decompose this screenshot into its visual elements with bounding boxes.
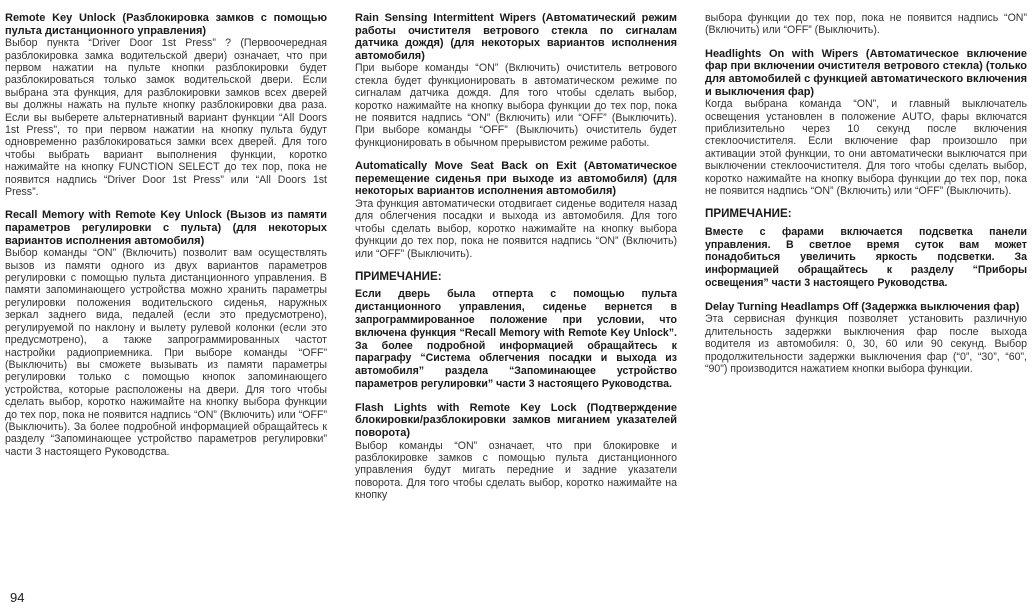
section-body: Выбор пункта “Driver Door 1st Press” ? (Первоочередная разблокировка замка водительской двери) означает, что при первом нажатии на пульте кнопки разблокировки будет разблокироваться только замок водительской двери. Если выбрана эта функция, для разблокировки замков всех дверей вы должны нажать на пульте кнопку разблокировки два раза. Если вы выберете альтернативный вариант функции “All Doors 1st Press”, то при первом нажатии на кнопку пульта будут одновременно разблокироваться замки всех дверей. Для того чтобы выбрать вариант выполнения функции, коротко нажимайте на кнопку FUNCTION SELECT до тех пор, пока не появится надпись “Driver Door 1st Press” или “All Doors 1st Press”.	[5, 37, 327, 199]
section-heading: Headlights On with Wipers (Автоматическое включение фар при включении очистителя ветрового стекла) (только для автомобилей с функцией автоматического включения и выключения фар)	[705, 47, 1027, 98]
section-flash-lights	[355, 402, 677, 502]
section-body: Выбор команды “ON” означает, что при блокировке и разблокировке замков с помощью пульта дистанционного управления будут мигать передние и задние указатели поворота. Для того чтобы сделать выбор, коротко нажимайте на кнопку	[355, 439, 677, 502]
section-heading: Recall Memory with Remote Key Unlock (Вызов из памяти параметров регулировки с пульта) (для некоторых вариантов исполнения автомобиля)	[5, 209, 327, 247]
section-delay-headlamps-off	[705, 301, 1027, 376]
section-body: выбора функции до тех пор, пока не появится надпись “ON” (Включить) или “OFF” (Выключить).	[705, 12, 1027, 37]
section-heading: Remote Key Unlock (Разблокировка замков с помощью пульта дистанционного управления)	[5, 12, 327, 37]
section-body: Эта сервисная функция позволяет установить различную длительность задержки выключения фар после выхода водителя из автомобиля: 0, 30, 60 или 90 секунд. Выбор продолжительности задержки выключения фар (“0”, “30”, “60”, “90”) производится нажатием кнопки выбора функции.	[705, 313, 1027, 376]
section-heading: Delay Turning Headlamps Off (Задержка выключения фар)	[705, 300, 1020, 313]
note-label: ПРИМЕЧАНИЕ:	[355, 270, 442, 284]
section-rain-sensing-wipers	[355, 12, 677, 149]
note-seat-recall	[355, 271, 677, 391]
section-flash-lights-continued	[705, 12, 1027, 37]
page-number: 94	[10, 590, 25, 605]
section-headlights-with-wipers	[705, 48, 1027, 198]
column-2	[355, 12, 677, 513]
section-move-seat-back	[355, 160, 677, 260]
section-heading: Flash Lights with Remote Key Lock (Подтверждение блокировки/разблокировки замков миганием указателей поворота)	[355, 401, 677, 439]
section-remote-key-unlock	[5, 12, 327, 198]
section-body: Выбор команды “ON” (Включить) позволит вам осуществлять вызов из памяти одного из двух вариантов параметров регулировки с помощью пульта дистанционного управления. В памяти запоминающего устройства можно хранить параметры регулировки положения водительского сиденья, наружных зеркал заднего вида, педалей (если это предусмотрено), регулируемой по наклону и вылету рулевой колонки (если это предусмотрено), а также запрограммированных частот настройки радиоприемника. При выборе команды “OFF” (Выключить) вы сможете вызывать из памяти параметры регулировки только с помощью кнопок запоминающего устройства, которые расположены на двери. Для того чтобы сделать выбор, коротко нажимайте на кнопку выбора функции до тех пор, пока не появится надпись “ON” (Включить) или “OFF” (Выключить). За более подробной информацией обращайтесь к разделу “Запоминающее устройство параметров регулировки” части 3 настоящего Руководства.	[5, 247, 327, 458]
section-body: Когда выбрана команда “ON”, и главный выключатель освещения установлен в положение AUTO, фары включатся приблизительно через 10 секунд после включения стеклоочистителя. Если включение фар произошло при активации этой функции, то они автоматически выключатся при выключении стеклоочистителя. Для того чтобы сделать выбор, коротко нажимайте на кнопку выбора функции до тех пор, пока не появится надпись “ON” (Включить) или “OFF” (Выключить).	[705, 98, 1027, 198]
note-panel-lighting	[705, 208, 1027, 289]
section-body: Эта функция автоматически отодвигает сиденье водителя назад для облегчения посадки и выхода из автомобиля. Для того чтобы сделать выбор, коротко нажимайте на кнопку выбора функции до тех пор, пока не появится надпись “ON” (Включить) или “OFF” (Выключить).	[355, 198, 677, 260]
note-label: ПРИМЕЧАНИЕ:	[705, 207, 792, 221]
section-body: При выборе команды “ON” (Включить) очиститель ветрового стекла будет функционировать в автоматическом режиме по сигналам датчика дождя. Для того чтобы сделать выбор, коротко нажимайте на кнопку выбора функции до тех пор, пока не появится надпись “ON” (Включить) или “OFF” (Выключить). При выборе команды “OFF” (Выключить) очиститель будет функционировать в обычном прерывистом режиме работы.	[355, 62, 677, 149]
note-body: Вместе с фарами включается подсветка панели управления. В светлое время суток вам может понадобиться увеличить яркость подсветки. За информацией обращайтесь к разделу “Приборы освещения” части 3 настоящего Руководства.	[705, 225, 1027, 290]
column-1	[5, 12, 327, 469]
note-body: Если дверь была отперта с помощью пульта дистанционного управления, сиденье вернется в запрограммированное положение при условии, что включена функция “Recall Memory with Remote Key Unlock”. За более подробной информацией обращайтесь к параграфу “Система облегчения посадки и выхода из автомобиля” раздела “Запоминающее устройство параметров регулировки” части 3 настоящего Руководства.	[355, 288, 677, 391]
section-heading: Automatically Move Seat Back on Exit (Автоматическое перемещение сиденья при выходе из автомобиля) (для некоторых вариантов исполнения автомобиля)	[355, 160, 677, 198]
section-heading: Rain Sensing Intermittent Wipers (Автоматический режим работы очистителя ветрового стекла по сигналам датчика дождя) (для некоторых вариантов исполнения автомобиля)	[355, 12, 677, 62]
column-3	[705, 12, 1027, 386]
section-recall-memory	[5, 209, 327, 458]
